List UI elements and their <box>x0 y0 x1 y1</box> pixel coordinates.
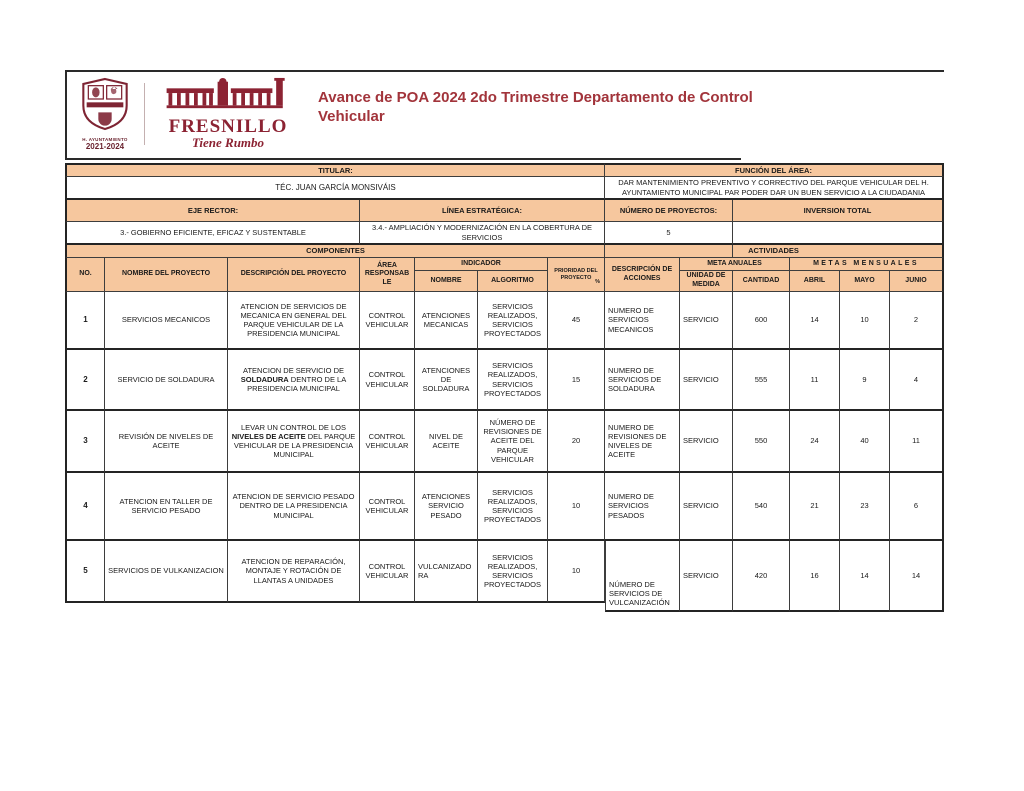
row-3-no: 3 <box>65 411 105 473</box>
row-1-cantidad: 600 <box>733 292 790 350</box>
fresnillo-slogan: Tiene Rumbo <box>191 135 265 151</box>
row-4-acciones: NUMERO DE SERVICIOS PESADOS <box>605 473 680 541</box>
col-header-cantidad: CANTIDAD <box>733 271 790 292</box>
row-1-junio: 2 <box>890 292 944 350</box>
row-3-mayo: 40 <box>840 411 890 473</box>
row-5-indicador: VULCANIZADORA <box>415 541 478 603</box>
row-2-prioridad: 15 <box>548 350 605 411</box>
row-3-cantidad: 550 <box>733 411 790 473</box>
row-5-nombre: SERVICIOS DE VULKANIZACION <box>105 541 228 603</box>
crest-text-period: 2021-2024 <box>85 142 125 151</box>
page-title: Avance de POA 2024 2do Trimestre Departamento de Control Vehicular <box>318 89 753 125</box>
desc-pre: ATENCION DE SERVICIO PESADO DENTRO DE LA PRESIDENCIA MUNICIPAL <box>232 492 355 520</box>
row-5-junio: 14 <box>890 541 944 612</box>
desc-post: DEL PARQUE VEHICULAR DE LA PRESIDENCIA MUNICIPAL <box>233 431 356 460</box>
table-bottom-filler <box>65 603 605 612</box>
fresnillo-logo <box>154 77 302 150</box>
inversion-total-label: INVERSION TOTAL <box>733 200 944 222</box>
row-2-junio: 4 <box>890 350 944 411</box>
actividades-band: ACTIVIDADES <box>605 245 944 258</box>
row-3-indicador: NIVEL DE ACEITE <box>415 411 478 473</box>
desc-pre: LEVAR UN CONTROL DE LOS <box>240 422 347 432</box>
logo-divider <box>144 83 145 145</box>
row-1-nombre: SERVICIOS MECANICOS <box>105 292 228 350</box>
row-1-descripcion <box>228 292 360 350</box>
funcion-area-label: FUNCIÓN DEL ÁREA: <box>605 163 944 177</box>
row-3-descripcion <box>228 411 360 473</box>
group-header-metas-mensuales: METAS MENSUALES <box>790 258 944 271</box>
row-2-algoritmo: SERVICIOS REALIZADOS, SERVICIOS PROYECTADOS <box>478 350 548 411</box>
funcion-area-value: DAR MANTENIMIENTO PREVENTIVO Y CORRECTIVO DEL PARQUE VEHICULAR DEL H. AYUNTAMIENTO MUNICIPAL PAR PODER DAR UN BUEN SERVICIO A LA CIUDADANIA <box>605 177 944 200</box>
col-header-indicador-nombre: NOMBRE <box>415 271 478 292</box>
inversion-total-value <box>733 222 944 245</box>
titular-label: TITULAR: <box>65 163 605 177</box>
row-4-no: 4 <box>65 473 105 541</box>
report-header <box>67 72 942 156</box>
prioridad-label: PRIORIDAD DEL PROYECTO <box>554 267 598 281</box>
row-4-nombre: ATENCION EN TALLER DE SERVICIO PESADO <box>105 473 228 541</box>
header-bottom-border <box>65 158 741 160</box>
row-3-area: CONTROL VEHICULAR <box>360 411 415 473</box>
municipal-crest-logo <box>73 77 137 151</box>
col-header-nombre-proyecto: NOMBRE DEL PROYECTO <box>105 258 228 292</box>
fresnillo-wordmark: FRESNILLO <box>168 116 288 138</box>
col-header-descripcion-acciones: DESCRIPCIÓN DE ACCIONES <box>605 258 680 292</box>
row-4-junio: 6 <box>890 473 944 541</box>
linea-estrategica-value: 3.4.- AMPLIACIÓN Y MODERNIZACIÓN EN LA COBERTURA DE SERVICIOS <box>360 222 605 245</box>
col-header-area-responsable: ÁREA RESPONSABLE <box>360 258 415 292</box>
row-1-unidad: SERVICIO <box>680 292 733 350</box>
poa-table <box>65 163 944 612</box>
aqueduct-icon <box>164 77 292 111</box>
row-1-algoritmo: SERVICIOS REALIZADOS, SERVICIOS PROYECTADOS <box>478 292 548 350</box>
titular-value: TÉC. JUAN GARCÍA MONSIVÁIS <box>65 177 605 200</box>
crest-text-ayuntamiento: H. AYUNTAMIENTO <box>82 137 128 142</box>
group-header-meta-anuales: META ANUALES <box>680 258 790 271</box>
desc-pre: ATENCION DE REPARACIÓN, MONTAJE Y ROTACIÓN DE LLANTAS A UNIDADES <box>241 557 346 585</box>
row-5-unidad: SERVICIO <box>680 541 733 612</box>
desc-pre: ATENCION DE SERVICIO DE <box>243 365 344 375</box>
row-1-acciones: NUMERO DE SERVICIOS MECANICOS <box>605 292 680 350</box>
row-2-no: 2 <box>65 350 105 411</box>
row-1-no: 1 <box>65 292 105 350</box>
col-header-prioridad <box>548 258 605 292</box>
row-3-abril: 24 <box>790 411 840 473</box>
col-header-no: NO. <box>65 258 105 292</box>
row-3-acciones: NUMERO DE REVISIONES DE NIVELES DE ACEITE <box>605 411 680 473</box>
crest-shield-icon <box>80 77 130 131</box>
eje-rector-label: EJE RECTOR: <box>65 200 360 222</box>
col-header-junio: JUNIO <box>890 271 944 292</box>
numero-proyectos-label: NÚMERO DE PROYECTOS: <box>605 200 733 222</box>
col-header-abril: ABRIL <box>790 271 840 292</box>
row-5-no: 5 <box>65 541 105 603</box>
row-1-mayo: 10 <box>840 292 890 350</box>
row-5-algoritmo: SERVICIOS REALIZADOS, SERVICIOS PROYECTADOS <box>478 541 548 603</box>
row-2-descripcion <box>228 350 360 411</box>
row-5-mayo: 14 <box>840 541 890 612</box>
row-5-cantidad: 420 <box>733 541 790 612</box>
row-4-mayo: 23 <box>840 473 890 541</box>
row-5-area: CONTROL VEHICULAR <box>360 541 415 603</box>
col-header-unidad-medida: UNIDAD DE MEDIDA <box>680 271 733 292</box>
row-1-abril: 14 <box>790 292 840 350</box>
row-3-prioridad: 20 <box>548 411 605 473</box>
componentes-band: COMPONENTES <box>65 245 605 258</box>
row-2-acciones: NUMERO DE SERVICIOS DE SOLDADURA <box>605 350 680 411</box>
row-4-cantidad: 540 <box>733 473 790 541</box>
row-4-area: CONTROL VEHICULAR <box>360 473 415 541</box>
desc-post: DENTRO DE LA PRESIDENCIA MUNICIPAL <box>247 374 347 394</box>
row-4-unidad: SERVICIO <box>680 473 733 541</box>
desc-bold: SOLDADURA <box>240 374 289 384</box>
row-2-area: CONTROL VEHICULAR <box>360 350 415 411</box>
desc-bold: NIVELES DE ACEITE <box>231 431 306 441</box>
numero-proyectos-value: 5 <box>605 222 733 245</box>
row-2-indicador: ATENCIONES DE SOLDADURA <box>415 350 478 411</box>
row-3-unidad: SERVICIO <box>680 411 733 473</box>
row-3-nombre: REVISIÓN DE NIVELES DE ACEITE <box>105 411 228 473</box>
row-4-prioridad: 10 <box>548 473 605 541</box>
row-4-abril: 21 <box>790 473 840 541</box>
row-2-cantidad: 555 <box>733 350 790 411</box>
row-5-prioridad: 10 <box>548 541 605 603</box>
group-header-indicador: INDICADOR <box>415 258 548 271</box>
row-4-algoritmo: SERVICIOS REALIZADOS, SERVICIOS PROYECTADOS <box>478 473 548 541</box>
prioridad-percent-sign: % <box>595 279 600 286</box>
row-1-prioridad: 45 <box>548 292 605 350</box>
row-2-nombre: SERVICIO DE SOLDADURA <box>105 350 228 411</box>
eje-rector-value: 3.- GOBIERNO EFICIENTE, EFICAZ Y SUSTENTABLE <box>65 222 360 245</box>
row-4-indicador: ATENCIONES SERVICIO PESADO <box>415 473 478 541</box>
linea-estrategica-label: LÍNEA ESTRATÉGICA: <box>360 200 605 222</box>
col-header-mayo: MAYO <box>840 271 890 292</box>
row-1-area: CONTROL VEHICULAR <box>360 292 415 350</box>
row-5-descripcion <box>228 541 360 603</box>
row-2-abril: 11 <box>790 350 840 411</box>
col-header-descripcion-proyecto: DESCRIPCIÓN DEL PROYECTO <box>228 258 360 292</box>
row-1-indicador: ATENCIONES MECANICAS <box>415 292 478 350</box>
row-3-junio: 11 <box>890 411 944 473</box>
row-2-unidad: SERVICIO <box>680 350 733 411</box>
row-5-abril: 16 <box>790 541 840 612</box>
row-3-algoritmo: NÚMERO DE REVISIONES DE ACEITE DEL PARQUE VEHICULAR <box>478 411 548 473</box>
row-4-descripcion <box>228 473 360 541</box>
desc-pre: ATENCION DE SERVICIOS DE MECANICA EN GENERAL DEL PARQUE VEHICULAR DE LA PRESIDENCIA MUNICIPAL <box>240 301 347 339</box>
row-2-mayo: 9 <box>840 350 890 411</box>
row-5-acciones: NÚMERO DE SERVICIOS DE VULCANIZACIÓN <box>605 541 680 612</box>
col-header-algoritmo: ALGORITMO <box>478 271 548 292</box>
